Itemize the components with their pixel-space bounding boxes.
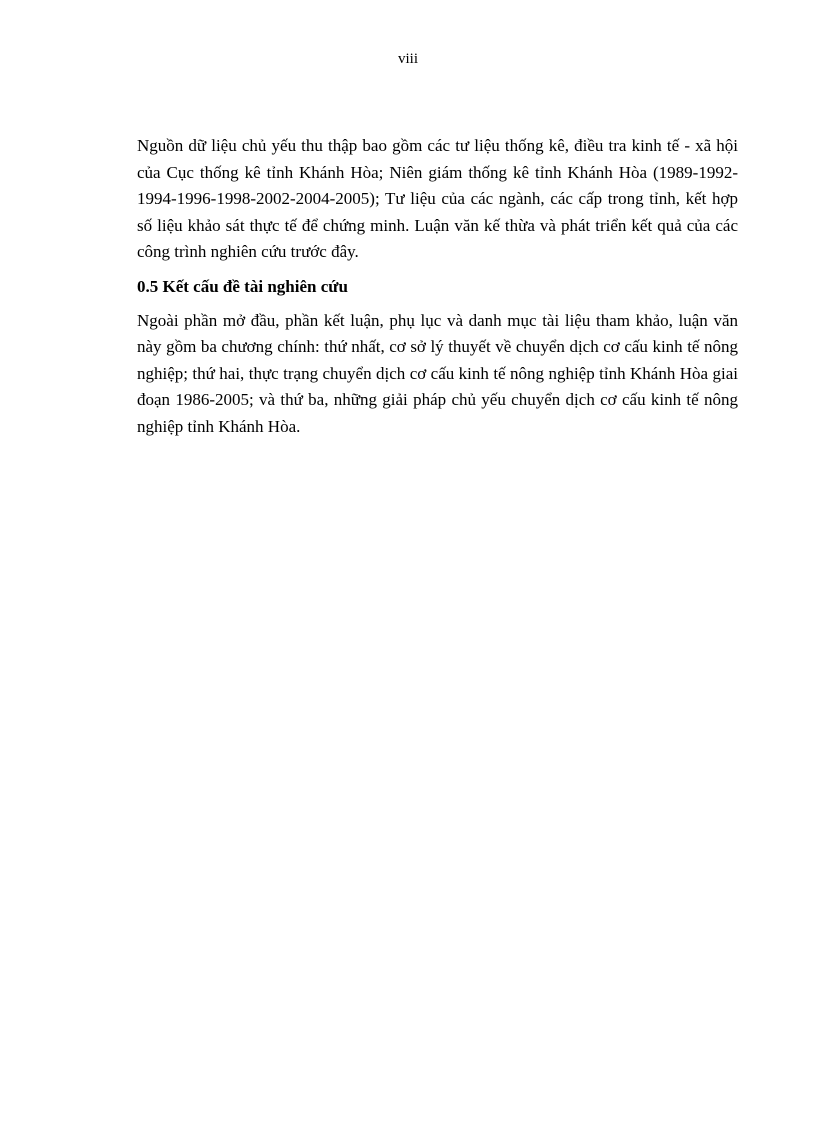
page-body xyxy=(137,133,738,440)
page-number: viii xyxy=(397,51,418,67)
data-sources-paragraph: Nguồn dữ liệu chủ yếu thu thập bao gồm các tư liệu thống kê, điều tra kinh tế - xã hội của Cục thống kê tỉnh Khánh Hòa; Niên giám thống kê tỉnh Khánh Hòa (1989-1992-1994-1996-1998-2002-2004-2005); Tư liệu của các ngành, các cấp trong tỉnh, kết hợp số liệu khảo sát thực tế để chứng minh. Luận văn kế thừa và phát triển kết quả của các công trình nghiên cứu trước đây. xyxy=(137,136,738,261)
section-heading: 0.5 Kết cấu đề tài nghiên cứu xyxy=(137,276,348,296)
thesis-structure-paragraph: Ngoài phần mở đầu, phần kết luận, phụ lục và danh mục tài liệu tham khảo, luận văn này gồm ba chương chính: thứ nhất, cơ sở lý thuyết về chuyển dịch cơ cấu kinh tế nông nghiệp; thứ hai, thực trạng chuyển dịch cơ cấu kinh tế nông nghiệp tỉnh Khánh Hòa giai đoạn 1986-2005; và thứ ba, những giải pháp chủ yếu chuyển dịch cơ cấu kinh tế nông nghiệp tỉnh Khánh Hòa. xyxy=(137,310,738,436)
